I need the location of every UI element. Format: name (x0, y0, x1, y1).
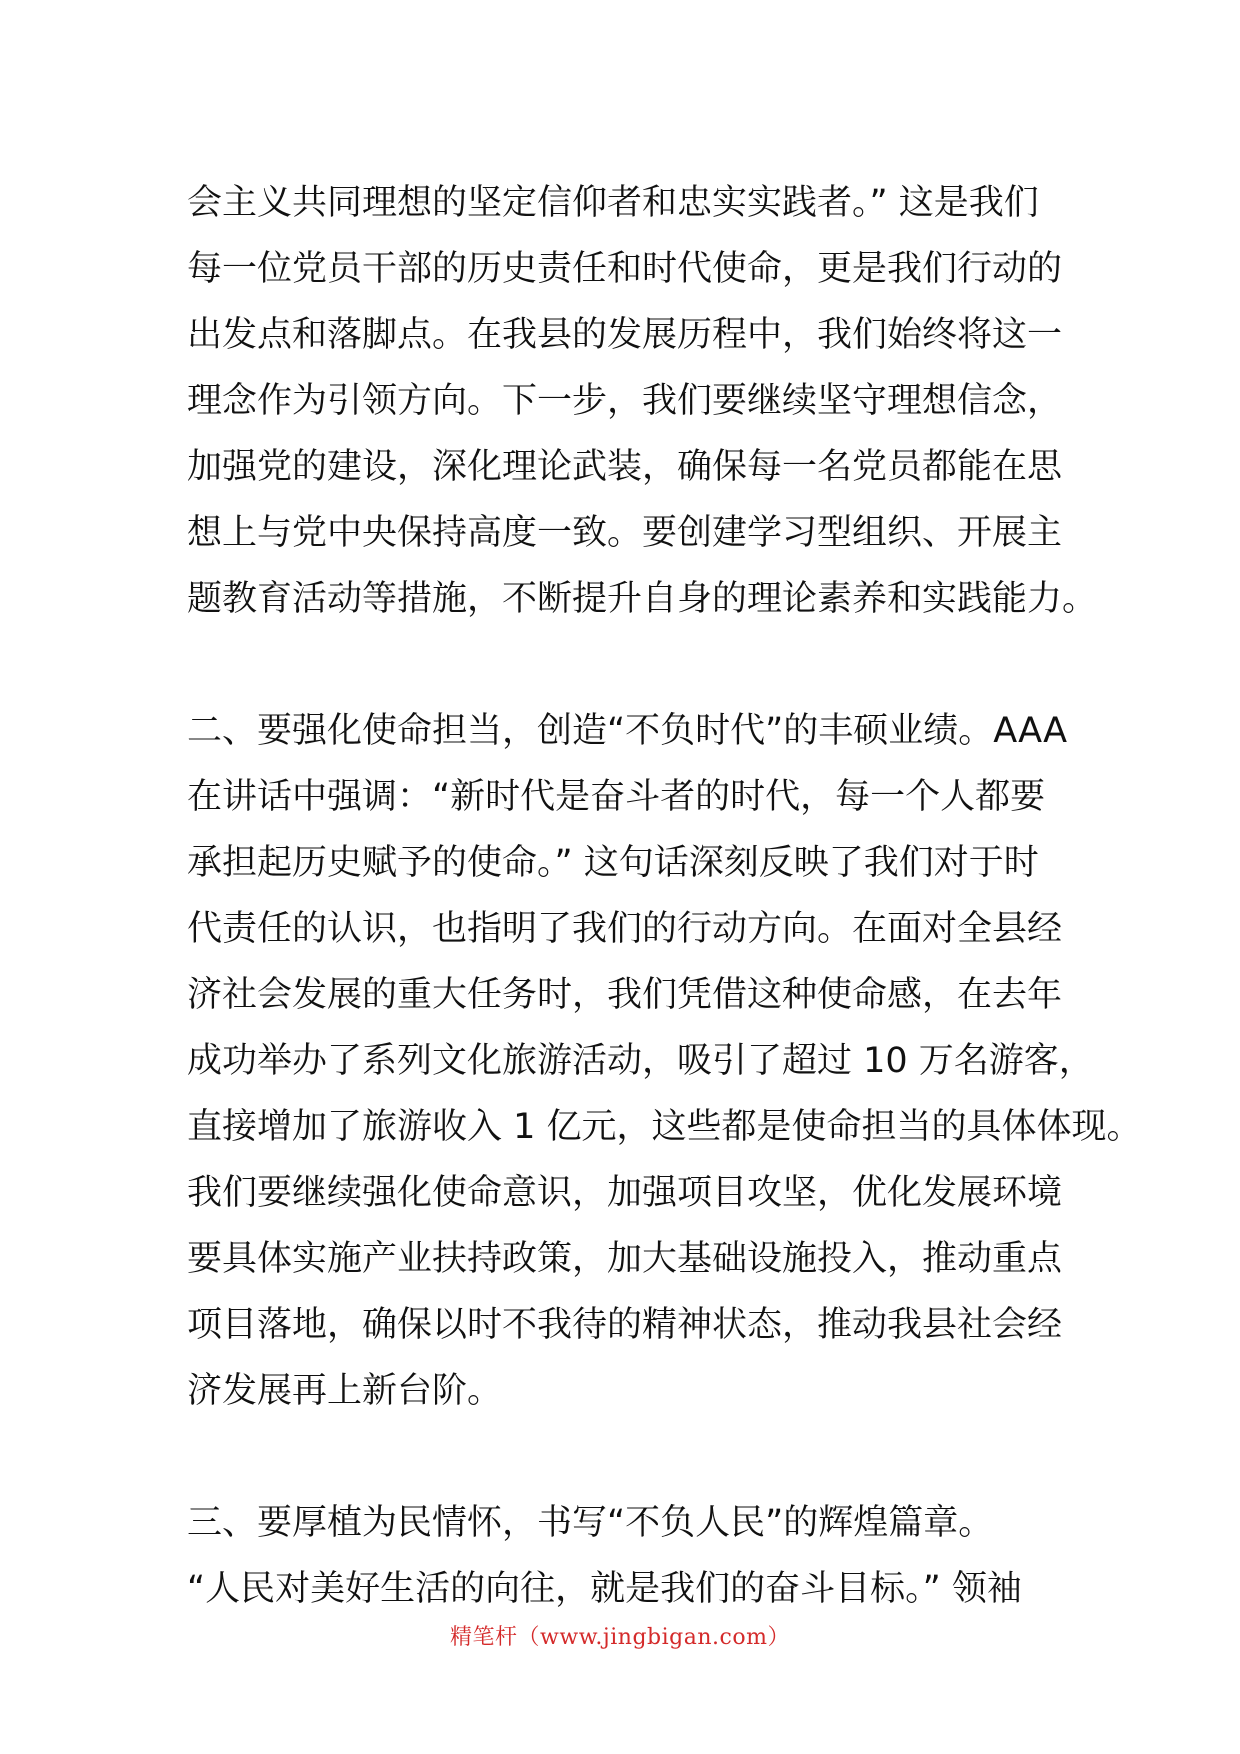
text-line: 加强党的建设，深化理论武装，确保每一名党员都能在思 (187, 447, 1063, 487)
text-line: 理念作为引领方向。下一步，我们要继续坚守理想信念， (187, 381, 1063, 421)
text-line: 在讲话中强调：“新时代是奋斗者的时代，每一个人都要 (187, 777, 1046, 817)
text-line: 直接增加了旅游收入 1 亿元，这些都是使命担当的具体体现。 (187, 1107, 1142, 1147)
text-line: 出发点和落脚点。在我县的发展历程中，我们始终将这一 (187, 315, 1063, 355)
text-line: 济发展再上新台阶。 (187, 1371, 503, 1411)
text-line: 成功举办了系列文化旅游活动，吸引了超过 10 万名游客， (187, 1041, 1094, 1081)
text-line: 项目落地，确保以时不我待的精神状态，推动我县社会经 (187, 1305, 1063, 1345)
text-line: “人民对美好生活的向往，就是我们的奋斗目标。” 领袖 (187, 1569, 1022, 1609)
paragraph-2 (187, 698, 1142, 1424)
footer-watermark: 精笔杆（www.jingbigan.com） (450, 1625, 790, 1650)
text-line: 代责任的认识，也指明了我们的行动方向。在面对全县经 (187, 909, 1063, 949)
section-heading-line: 三、要厚植为民情怀，书写“不负人民”的辉煌篇章。 (187, 1503, 994, 1543)
text-line: 要具体实施产业扶持政策，加大基础设施投入，推动重点 (187, 1239, 1063, 1279)
text-line: 我们要继续强化使命意识，加强项目攻坚，优化发展环境 (187, 1173, 1063, 1213)
text-line: 每一位党员干部的历史责任和时代使命，更是我们行动的 (187, 249, 1063, 289)
text-line: 题教育活动等措施，不断提升自身的理论素养和实践能力。 (187, 579, 1098, 619)
text-line: 承担起历史赋予的使命。” 这句话深刻反映了我们对于时 (187, 843, 1039, 883)
paragraph-3 (187, 1490, 1067, 1622)
document-body (187, 170, 1142, 1622)
text-line: 想上与党中央保持高度一致。要创建学习型组织、开展主 (187, 513, 1063, 553)
text-line: 济社会发展的重大任务时，我们凭借这种使命感，在去年 (187, 975, 1063, 1015)
paragraph-spacer (187, 1424, 1067, 1490)
paragraph-1 (187, 170, 1098, 632)
section-heading-line: 二、要强化使命担当，创造“不负时代”的丰硕业绩。AAA (187, 711, 1068, 751)
text-line: 会主义共同理想的坚定信仰者和忠实实践者。” 这是我们 (187, 183, 1039, 223)
paragraph-spacer (187, 632, 1067, 698)
